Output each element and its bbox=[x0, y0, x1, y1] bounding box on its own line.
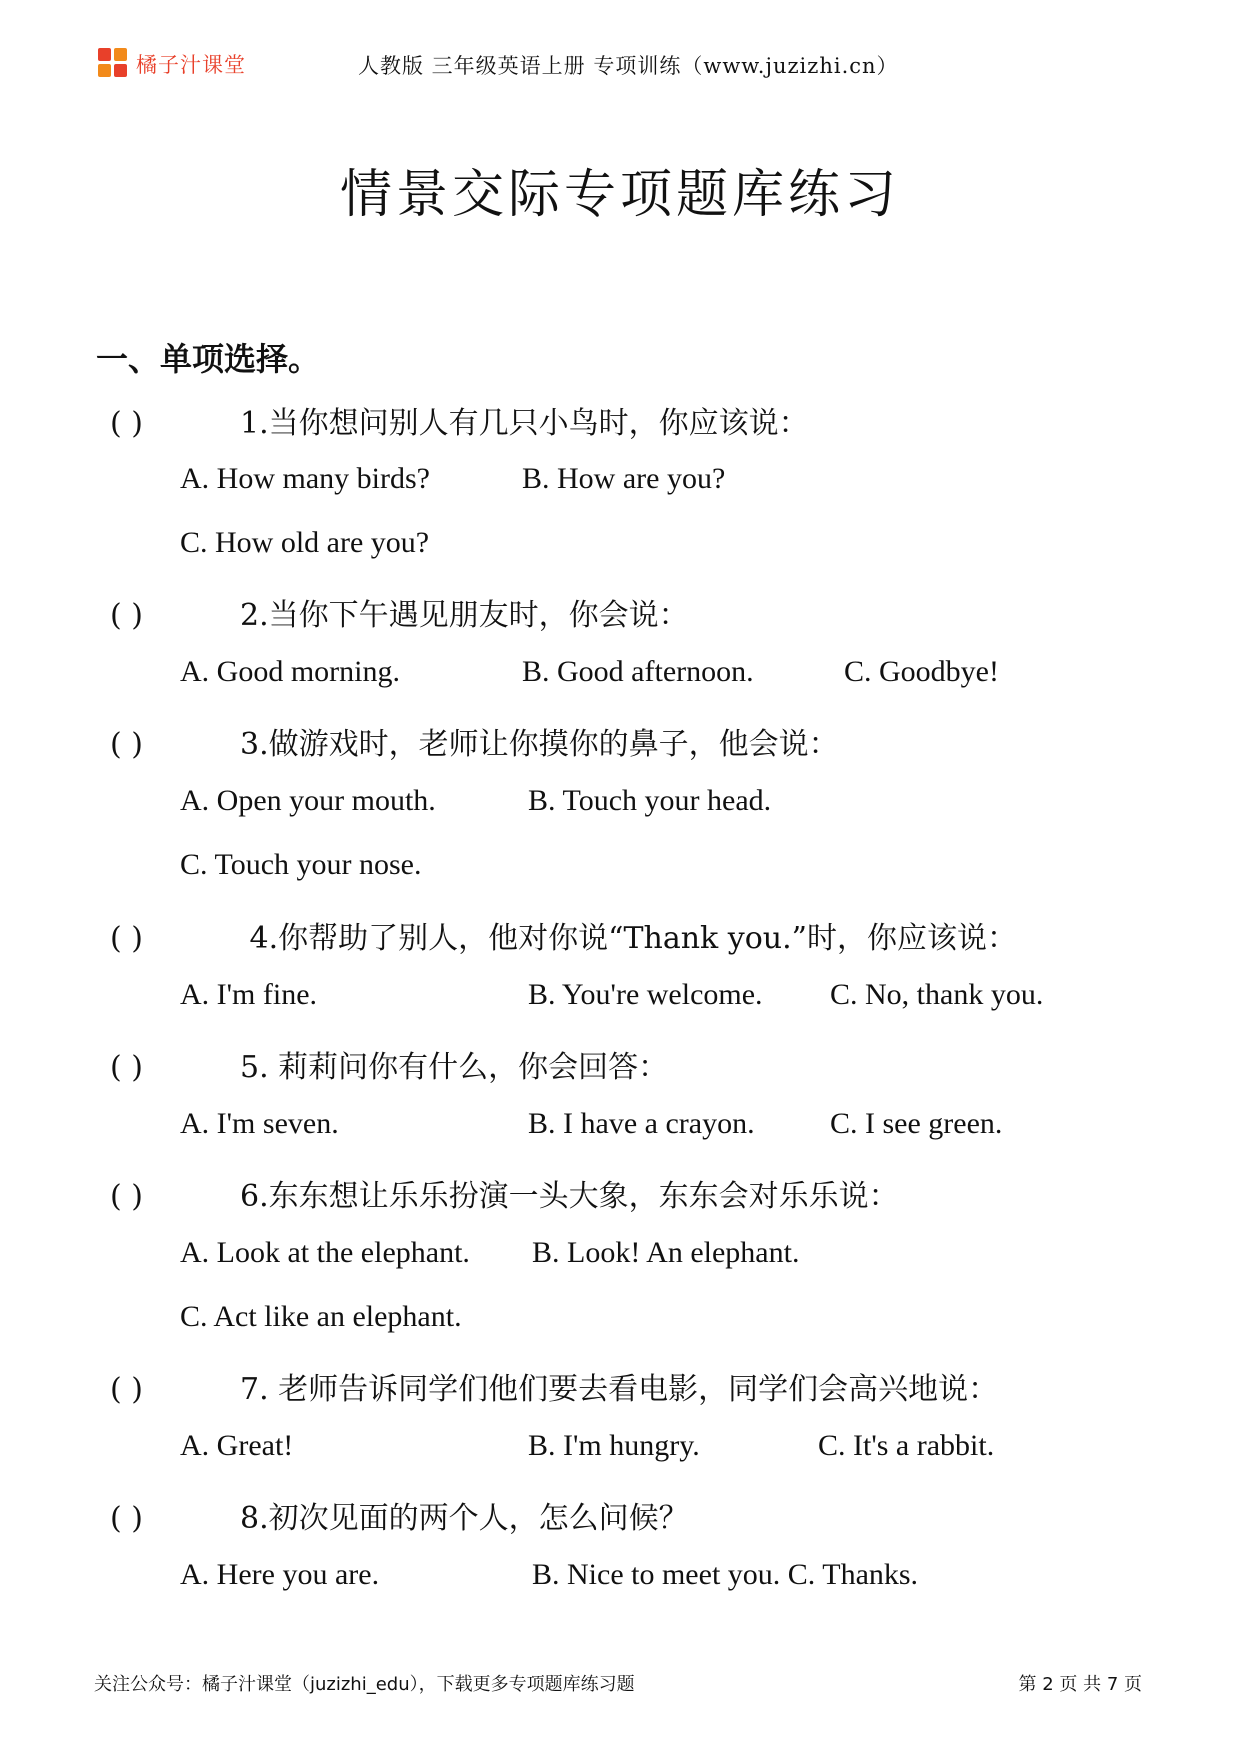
question-6 bbox=[110, 1171, 899, 1215]
option-b: B. Look! An elephant. bbox=[532, 1236, 800, 1269]
option-c: C. Act like an elephant. bbox=[180, 1300, 462, 1333]
option-b: B. Good afternoon. bbox=[522, 655, 754, 688]
option-a: A. Here you are. bbox=[180, 1558, 380, 1591]
question-1 bbox=[110, 398, 809, 442]
option-c: C. I see green. bbox=[830, 1107, 1003, 1140]
option-b: B. I have a crayon. bbox=[528, 1107, 755, 1140]
question-text: 6.东东想让乐乐扮演一头大象，东东会对乐乐说： bbox=[240, 1179, 899, 1214]
option-a: A. How many birds? bbox=[180, 462, 430, 495]
answer-blank[interactable]: ( ) bbox=[110, 1501, 143, 1536]
answer-blank[interactable]: ( ) bbox=[110, 598, 143, 633]
question-text: 4.你帮助了别人，他对你说“Thank you.”时，你应该说： bbox=[240, 921, 1017, 956]
answer-blank[interactable]: ( ) bbox=[110, 921, 143, 956]
answer-blank[interactable]: ( ) bbox=[110, 406, 143, 441]
question-8 bbox=[110, 1493, 689, 1537]
logo-icon bbox=[98, 48, 130, 80]
question-2 bbox=[110, 590, 689, 634]
header-title: 人教版 三年级英语上册 专项训练（www.juzizhi.cn） bbox=[358, 54, 899, 78]
option-b: B. You're welcome. bbox=[528, 978, 763, 1011]
answer-blank[interactable]: ( ) bbox=[110, 727, 143, 762]
logo bbox=[98, 48, 246, 80]
question-text: 7. 老师告诉同学们他们要去看电影，同学们会高兴地说： bbox=[240, 1372, 999, 1407]
option-c: C. It's a rabbit. bbox=[818, 1429, 995, 1462]
section-title: 一、单项选择。 bbox=[96, 340, 321, 378]
option-a: A. Open your mouth. bbox=[180, 784, 436, 817]
question-text: 2.当你下午遇见朋友时，你会说： bbox=[240, 598, 689, 633]
option-b: B. How are you? bbox=[522, 462, 726, 495]
option-a: A. I'm fine. bbox=[180, 978, 318, 1011]
answer-blank[interactable]: ( ) bbox=[110, 1179, 143, 1214]
page-header bbox=[0, 0, 1240, 100]
option-a: A. Great! bbox=[180, 1429, 294, 1462]
logo-text: 橘子汁课堂 bbox=[136, 53, 246, 77]
option-b: B. Nice to meet you. C. Thanks. bbox=[532, 1558, 919, 1591]
option-a: A. Good morning. bbox=[180, 655, 400, 688]
option-c: C. How old are you? bbox=[180, 526, 430, 559]
option-a: A. I'm seven. bbox=[180, 1107, 339, 1140]
question-4 bbox=[110, 913, 1017, 957]
option-c: C. Touch your nose. bbox=[180, 848, 422, 881]
question-text: 5. 莉莉问你有什么，你会回答： bbox=[240, 1050, 669, 1085]
question-5 bbox=[110, 1042, 668, 1086]
option-b: B. Touch your head. bbox=[528, 784, 772, 817]
question-7 bbox=[110, 1364, 998, 1408]
option-c: C. Goodbye! bbox=[844, 655, 999, 688]
answer-blank[interactable]: ( ) bbox=[110, 1050, 143, 1085]
option-b: B. I'm hungry. bbox=[528, 1429, 700, 1462]
question-text: 8.初次见面的两个人，怎么问候？ bbox=[240, 1501, 689, 1536]
document-title: 情景交际专项题库练习 bbox=[339, 165, 900, 225]
question-3 bbox=[110, 719, 839, 763]
option-c: C. No, thank you. bbox=[830, 978, 1044, 1011]
answer-blank[interactable]: ( ) bbox=[110, 1372, 143, 1407]
question-text: 1.当你想问别人有几只小鸟时，你应该说： bbox=[240, 406, 809, 441]
footer-note: 关注公众号：橘子汁课堂（juzizhi_edu），下载更多专项题库练习题 bbox=[94, 1674, 635, 1695]
option-a: A. Look at the elephant. bbox=[180, 1236, 470, 1269]
page-number: 第 2 页 共 7 页 bbox=[1018, 1674, 1142, 1695]
question-text: 3.做游戏时，老师让你摸你的鼻子，他会说： bbox=[240, 727, 839, 762]
